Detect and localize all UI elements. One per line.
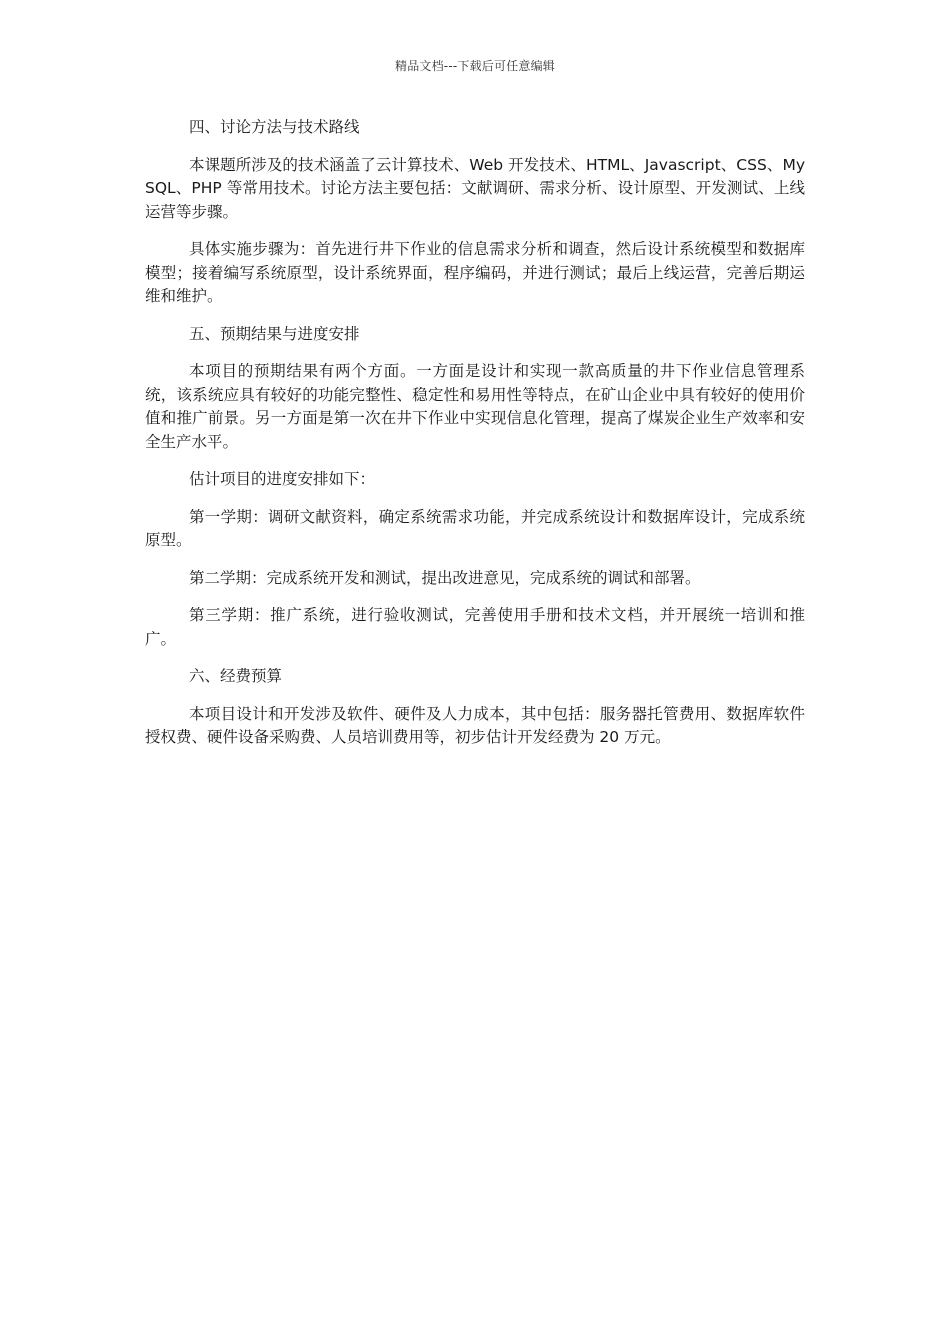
paragraph-expected-results: 本项目的预期结果有两个方面。一方面是设计和实现一款高质量的井下作业信息管理系统，该系统应具有较好的功能完整性、稳定性和易用性等特点，在矿山企业中具有较好的使用价值和推广前景。另一方面是第一次在井下作业中实现信息化管理，提高了煤炭企业生产效率和安全生产水平。 — [145, 362, 805, 451]
section-heading-budget: 六、经费预算 — [189, 667, 283, 685]
paragraph-technologies: 本课题所涉及的技术涵盖了云计算技术、Web 开发技术、HTML、Javascript、CSS、MySQL、PHP 等常用技术。讨论方法主要包括：文献调研、需求分析、设计原型、开发测试、上线运营等步骤。 — [145, 155, 805, 221]
paragraph-semester-3: 第三学期：推广系统，进行验收测试，完善使用手册和技术文档，并开展统一培训和推广。 — [145, 606, 805, 648]
paragraph-semester-1: 第一学期：调研文献资料，确定系统需求功能，并完成系统设计和数据库设计，完成系统原型。 — [145, 507, 805, 549]
section-heading-expected-results: 五、预期结果与进度安排 — [189, 324, 360, 343]
paragraph-schedule-intro: 估计项目的进度安排如下： — [189, 470, 376, 488]
paragraph-implementation-steps: 具体实施步骤为：首先进行井下作业的信息需求分析和调查，然后设计系统模型和数据库模型；接着编写系统原型，设计系统界面，程序编码，并进行测试；最后上线运营，完善后期运维和维护。 — [145, 240, 805, 305]
section-heading-methods: 四、讨论方法与技术路线 — [189, 118, 360, 136]
paragraph-budget: 本项目设计和开发涉及软件、硬件及人力成本，其中包括：服务器托管费用、数据库软件授权费、硬件设备采购费、人员培训费用等，初步估计开发经费为 20 万元。 — [145, 704, 805, 746]
document-body — [145, 116, 805, 764]
page-header: 精品文档---下载后可任意编辑 — [395, 59, 555, 73]
paragraph-semester-2: 第二学期：完成系统开发和测试，提出改进意见，完成系统的调试和部署。 — [189, 568, 701, 587]
